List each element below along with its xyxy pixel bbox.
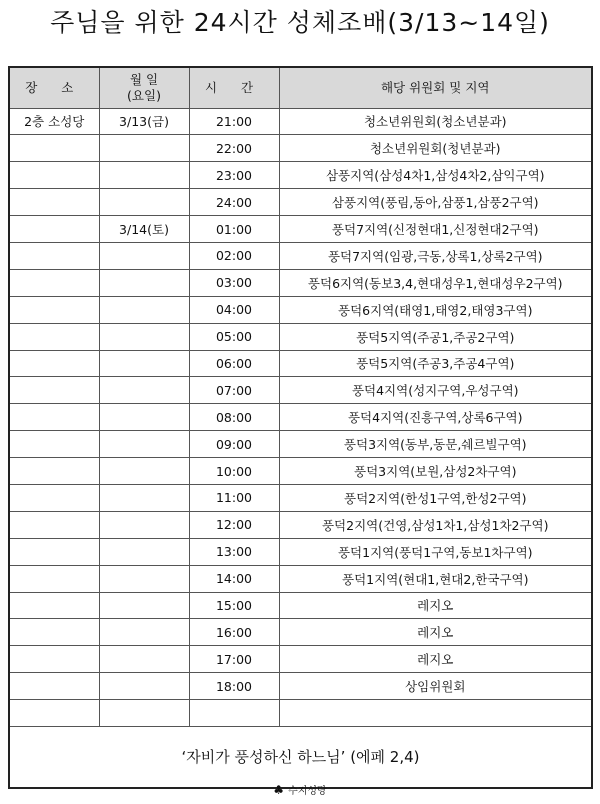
date-cell [99,484,189,511]
date-cell: 3/13(금) [99,108,189,135]
place-cell [9,189,99,216]
region-cell: 풍덕2지역(한성1구역,한성2구역) [279,484,592,511]
date-cell [99,350,189,377]
table-row [9,646,592,673]
empty-cell [99,700,189,727]
place-cell [9,296,99,323]
table-header-row [9,67,592,108]
table-row [9,377,592,404]
table-row [9,592,592,619]
time-cell: 06:00 [189,350,279,377]
table-row [9,511,592,538]
table-row [9,404,592,431]
footer-signature [0,781,600,801]
parish-name: 수지성당 [288,786,327,797]
time-cell: 12:00 [189,511,279,538]
time-cell: 22:00 [189,135,279,162]
table-row [9,538,592,565]
time-cell: 03:00 [189,269,279,296]
table-row [9,565,592,592]
header-time: 시 간 [189,67,279,108]
date-cell: 3/14(토) [99,216,189,243]
region-cell: 상임위원회 [279,673,592,700]
date-cell [99,511,189,538]
date-cell [99,431,189,458]
region-cell: 풍덕5지역(주공3,주공4구역) [279,350,592,377]
place-cell [9,162,99,189]
date-cell [99,646,189,673]
region-cell: 청소년위원회(청년분과) [279,135,592,162]
region-cell: 풍덕1지역(현대1,현대2,한국구역) [279,565,592,592]
schedule-table [8,66,593,789]
place-cell [9,619,99,646]
time-cell: 10:00 [189,458,279,485]
place-cell [9,135,99,162]
place-cell [9,216,99,243]
region-cell: 풍덕6지역(동보3,4,현대성우1,현대성우2구역) [279,269,592,296]
time-cell: 16:00 [189,619,279,646]
table-body [9,108,592,788]
place-cell [9,511,99,538]
time-cell: 14:00 [189,565,279,592]
table-row [9,216,592,243]
place-cell [9,458,99,485]
place-cell [9,242,99,269]
time-cell: 11:00 [189,484,279,511]
place-cell [9,538,99,565]
region-cell: 풍덕5지역(주공1,주공2구역) [279,323,592,350]
time-cell: 24:00 [189,189,279,216]
region-cell: 삼풍지역(풍림,동아,삼풍1,삼풍2구역) [279,189,592,216]
region-cell: 풍덕3지역(동부,동문,쉐르빌구역) [279,431,592,458]
place-cell [9,646,99,673]
scripture-quote: ‘자비가 풍성하신 하느님’ (에페 2,4) [9,726,592,788]
date-cell [99,162,189,189]
club-icon: ♣ [273,783,285,797]
time-cell: 04:00 [189,296,279,323]
region-cell: 청소년위원회(청소년분과) [279,108,592,135]
date-cell [99,538,189,565]
date-cell [99,458,189,485]
table-row [9,673,592,700]
region-cell: 풍덕3지역(보원,삼성2차구역) [279,458,592,485]
quote-row [9,726,592,788]
table-row [9,269,592,296]
empty-cell [189,700,279,727]
time-cell: 01:00 [189,216,279,243]
region-cell: 레지오 [279,619,592,646]
table-row [9,350,592,377]
header-date-line1: 월 일 [129,71,159,87]
region-cell: 삼풍지역(삼성4차1,삼성4차2,삼익구역) [279,162,592,189]
table-row [9,619,592,646]
empty-row [9,700,592,727]
date-cell [99,377,189,404]
region-cell: 풍덕7지역(신정현대1,신정현대2구역) [279,216,592,243]
time-cell: 02:00 [189,242,279,269]
date-cell [99,404,189,431]
date-cell [99,565,189,592]
time-cell: 17:00 [189,646,279,673]
table-row [9,458,592,485]
date-cell [99,189,189,216]
date-cell [99,242,189,269]
place-cell [9,377,99,404]
region-cell: 풍덕2지역(건영,삼성1차1,삼성1차2구역) [279,511,592,538]
table-row [9,296,592,323]
date-cell [99,269,189,296]
place-cell [9,673,99,700]
table-row [9,162,592,189]
region-cell: 레지오 [279,646,592,673]
header-date-line2: (요일) [127,87,161,103]
header-region: 해당 위원회 및 지역 [279,67,592,108]
region-cell: 풍덕1지역(풍덕1구역,동보1차구역) [279,538,592,565]
date-cell [99,296,189,323]
time-cell: 05:00 [189,323,279,350]
place-cell [9,323,99,350]
page-title: 주님을 위한 24시간 성체조배(3/13~14일) [50,8,550,37]
table-row [9,431,592,458]
region-cell: 풍덕6지역(태영1,태영2,태영3구역) [279,296,592,323]
place-cell [9,350,99,377]
place-cell [9,592,99,619]
time-cell: 08:00 [189,404,279,431]
time-cell: 18:00 [189,673,279,700]
time-cell: 09:00 [189,431,279,458]
time-cell: 15:00 [189,592,279,619]
date-cell [99,673,189,700]
place-cell [9,404,99,431]
place-cell [9,269,99,296]
header-date [99,67,189,108]
table-row [9,484,592,511]
header-place: 장 소 [9,67,99,108]
place-cell [9,484,99,511]
region-cell: 레지오 [279,592,592,619]
place-cell [9,431,99,458]
place-cell: 2층 소성당 [9,108,99,135]
time-cell: 21:00 [189,108,279,135]
table-row [9,242,592,269]
empty-cell [279,700,592,727]
time-cell: 07:00 [189,377,279,404]
empty-cell [9,700,99,727]
table-row [9,135,592,162]
time-cell: 13:00 [189,538,279,565]
date-cell [99,323,189,350]
date-cell [99,592,189,619]
region-cell: 풍덕7지역(임광,극동,상록1,상록2구역) [279,242,592,269]
place-cell [9,565,99,592]
table-row [9,108,592,135]
date-cell [99,135,189,162]
table-row [9,189,592,216]
region-cell: 풍덕4지역(진흥구역,상록6구역) [279,404,592,431]
region-cell: 풍덕4지역(성지구역,우성구역) [279,377,592,404]
table-row [9,323,592,350]
time-cell: 23:00 [189,162,279,189]
date-cell [99,619,189,646]
